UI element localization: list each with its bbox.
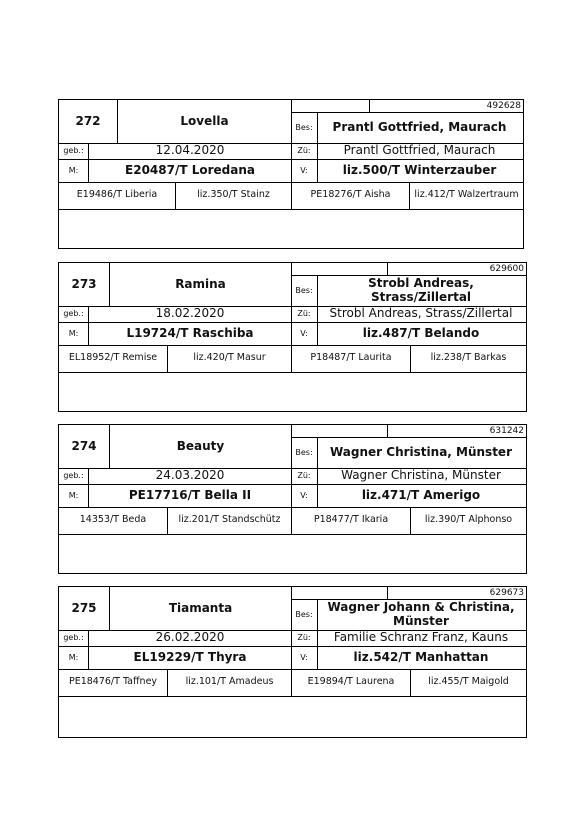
ancestor-father-sire: liz.238/T Barkas	[430, 352, 507, 364]
ancestor-father-sire: liz.455/T Maigold	[428, 676, 509, 688]
ancestor-father-sire: liz.412/T Walzertraum	[414, 189, 519, 201]
catalog-number: 272	[75, 113, 101, 128]
ancestor-mother-sire: liz.201/T Standschütz	[178, 514, 281, 526]
ancestor-mother-sire: liz.420/T Masur	[193, 352, 266, 364]
mother-label: M:	[68, 328, 79, 338]
animal-card	[58, 99, 524, 249]
ancestor-father-dam: E19894/T Laurena	[307, 676, 395, 688]
ancestor-mother-sire: liz.101/T Amadeus	[185, 676, 274, 688]
father-value: liz.500/T Winterzauber	[342, 162, 497, 177]
registration-number: 629600	[489, 263, 524, 274]
catalog-number: 275	[71, 600, 97, 615]
father-label: V:	[300, 652, 308, 662]
notes-area	[59, 373, 526, 411]
breeder-value: Prantl Gottfried, Maurach	[343, 143, 496, 158]
mother-value: L19724/T Raschiba	[126, 325, 254, 340]
birth-date: 26.02.2020	[155, 630, 225, 645]
owner-value: Strobl Andreas, Strass/Zillertal	[368, 275, 474, 304]
ancestor-father-dam: P18477/T Ikaria	[313, 514, 389, 526]
birth-label: geb.:	[63, 309, 84, 319]
ancestor-father-dam: P18487/T Laurita	[310, 352, 392, 364]
father-value: liz.487/T Belando	[362, 325, 480, 340]
notes-area	[59, 535, 526, 573]
animal-card	[58, 586, 527, 738]
father-label: V:	[300, 165, 308, 175]
father-label: V:	[300, 490, 308, 500]
catalog-number: 274	[71, 438, 97, 453]
breeder-label: Zü:	[297, 471, 311, 481]
catalog-number: 273	[71, 276, 97, 291]
mother-value: EL19229/T Thyra	[133, 649, 247, 664]
owner-value: Wagner Christina, Münster	[330, 444, 512, 459]
notes-area	[59, 210, 523, 248]
breeder-label: Zü:	[297, 146, 311, 156]
owner-value: Prantl Gottfried, Maurach	[332, 119, 507, 134]
birth-date: 18.02.2020	[155, 306, 225, 321]
father-label: V:	[300, 328, 308, 338]
birth-date: 12.04.2020	[155, 143, 225, 158]
ancestor-mother-dam: PE18476/T Taffney	[68, 676, 158, 688]
breeder-label: Zü:	[297, 633, 311, 643]
owner-label: Bes:	[295, 285, 313, 295]
owner-label: Bes:	[295, 447, 313, 457]
animal-card	[58, 262, 527, 412]
animal-name: Tiamanta	[168, 600, 233, 615]
birth-date: 24.03.2020	[155, 468, 225, 483]
owner-value: Wagner Johann & Christina, Münster	[327, 599, 515, 628]
mother-value: PE17716/T Bella II	[128, 487, 252, 502]
owner-label: Bes:	[295, 609, 313, 619]
notes-area	[59, 697, 526, 737]
breeder-value: Strobl Andreas, Strass/Zillertal	[329, 306, 513, 321]
mother-label: M:	[68, 165, 79, 175]
animal-name: Beauty	[176, 438, 225, 453]
animal-name: Lovella	[180, 113, 229, 128]
father-value: liz.471/T Amerigo	[361, 487, 481, 502]
mother-label: M:	[68, 652, 79, 662]
breeder-value: Wagner Christina, Münster	[341, 468, 501, 483]
mother-value: E20487/T Loredana	[125, 162, 255, 177]
registration-number: 492628	[486, 100, 521, 111]
animal-name: Ramina	[175, 276, 226, 291]
animal-card	[58, 424, 527, 574]
birth-label: geb.:	[63, 146, 84, 156]
registration-number: 629673	[489, 587, 524, 598]
ancestor-mother-dam: E19486/T Liberia	[76, 189, 158, 201]
ancestor-mother-sire: liz.350/T Stainz	[197, 189, 270, 201]
registration-number: 631242	[489, 425, 524, 436]
ancestor-mother-dam: 14353/T Beda	[79, 514, 147, 526]
owner-label: Bes:	[295, 122, 313, 132]
breeder-label: Zü:	[297, 309, 311, 319]
mother-label: M:	[68, 490, 79, 500]
father-value: liz.542/T Manhattan	[353, 649, 489, 664]
birth-label: geb.:	[63, 471, 84, 481]
ancestor-father-dam: PE18276/T Aisha	[310, 189, 391, 201]
breeder-value: Familie Schranz Franz, Kauns	[333, 630, 509, 645]
ancestor-mother-dam: EL18952/T Remise	[68, 352, 158, 364]
birth-label: geb.:	[63, 633, 84, 643]
ancestor-father-sire: liz.390/T Alphonso	[424, 514, 513, 526]
